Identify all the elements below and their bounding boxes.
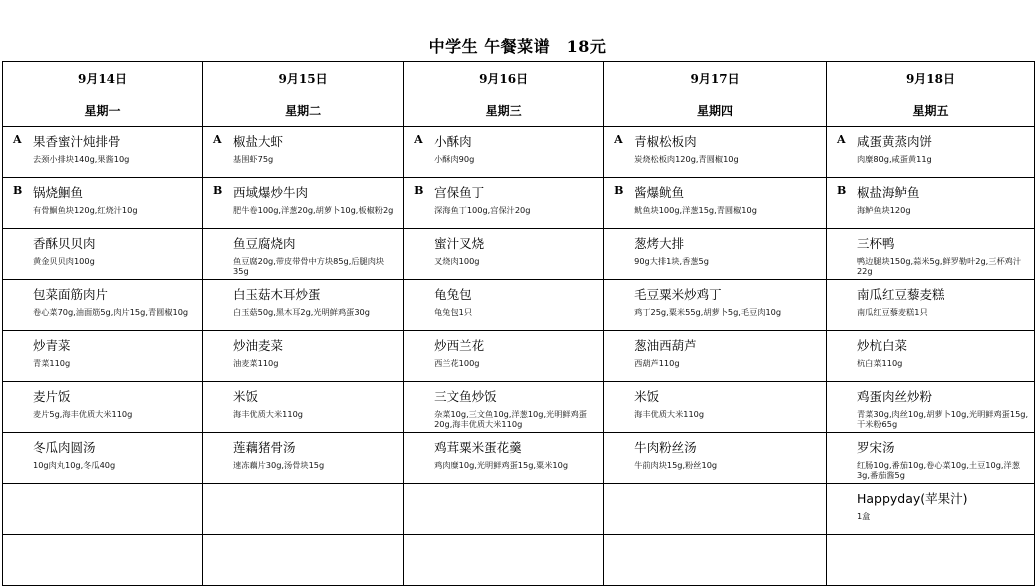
dish-name: 青椒松板肉: [634, 134, 697, 149]
dish-cell: [826, 229, 1034, 280]
dish-ingredients: 速冻藕片30g,汤骨块15g: [233, 460, 325, 470]
dish-cell: [604, 433, 827, 484]
empty-cell: [826, 535, 1034, 586]
dish-option-label: B: [414, 184, 424, 197]
dish-cell: [203, 280, 404, 331]
dish-name: 葱烤大排: [634, 236, 685, 251]
dish-cell: [604, 178, 827, 229]
day-date: 9月16日: [479, 72, 529, 86]
dish-cell: [3, 331, 203, 382]
empty-cell: [404, 535, 604, 586]
dish-ingredients: 西兰花100g: [434, 358, 480, 368]
dish-option-label: A: [836, 133, 846, 146]
dish-cell: [404, 280, 604, 331]
dish-ingredients: 海鲈鱼块120g: [856, 205, 911, 215]
dish-name: 三文鱼炒饭: [434, 389, 497, 404]
day-date: 9月15日: [278, 72, 328, 86]
dish-ingredients: 有骨鮰鱼块120g,红烧汁10g: [33, 205, 138, 215]
dish-ingredients: 杭白菜110g: [856, 358, 903, 368]
menu-row: [3, 484, 1035, 535]
dish-option-label: A: [213, 133, 222, 146]
dish-option-label: A: [13, 133, 22, 146]
day-date: 9月18日: [905, 72, 956, 86]
menu-row: [3, 178, 1035, 229]
dish-ingredients: 牛前肉块15g,粉丝10g: [634, 460, 718, 470]
menu-row: [3, 280, 1035, 331]
dish-name: 三杯鸭: [856, 236, 895, 251]
dish-ingredients: 南瓜红豆藜麦糕1只: [856, 307, 928, 317]
dish-ingredients: 青菜30g,肉丝10g,胡萝卜10g,光明鲜鸡蛋15g,干米粉65g: [856, 409, 1029, 429]
dish-ingredients: 青菜110g: [33, 358, 71, 368]
dish-name: 咸蛋黄蒸肉饼: [856, 134, 932, 149]
dish-option-label: B: [13, 184, 23, 197]
dish-name: 牛肉粉丝汤: [634, 440, 697, 455]
dish-ingredients: 海丰优质大米110g: [634, 409, 705, 419]
dish-cell: [3, 382, 203, 433]
dish-cell: [404, 127, 604, 178]
day-header: [826, 62, 1034, 127]
dish-cell: [604, 229, 827, 280]
dish-name: 炒杭白菜: [856, 338, 907, 353]
dish-cell: [203, 229, 404, 280]
dish-name: 米饭: [233, 389, 259, 404]
dish-name: 酱爆鱿鱼: [634, 185, 685, 200]
menu-row: [3, 127, 1035, 178]
dish-ingredients: 油麦菜110g: [233, 358, 279, 368]
menu-row: [3, 433, 1035, 484]
day-header: [203, 62, 404, 127]
dish-ingredients: 黄金贝贝肉100g: [33, 256, 95, 266]
dish-cell: [404, 178, 604, 229]
dish-cell: [826, 178, 1034, 229]
dish-cell: [203, 433, 404, 484]
dish-cell: [826, 280, 1034, 331]
dish-cell: [3, 433, 203, 484]
dish-ingredients: 麦片5g,海丰优质大米110g: [33, 409, 133, 419]
dish-cell: [203, 331, 404, 382]
dish-cell: [826, 433, 1034, 484]
dish-name: 冬瓜肉圆汤: [33, 440, 96, 455]
dish-option-label: B: [836, 184, 847, 197]
day-header: [3, 62, 203, 127]
menu-row: [3, 382, 1035, 433]
dish-name: 鸡蛋肉丝炒粉: [856, 389, 932, 404]
dish-name: 白玉菇木耳炒蛋: [233, 287, 321, 302]
dish-ingredients: 肥牛卷100g,洋葱20g,胡萝卜10g,板椒粉2g: [233, 205, 394, 215]
dish-cell: [203, 127, 404, 178]
day-date: 9月14日: [77, 72, 128, 86]
dish-cell: [203, 178, 404, 229]
dish-ingredients: 鸡丁25g,粟米55g,胡萝卜5g,毛豆肉10g: [634, 307, 782, 317]
dish-cell: [3, 484, 203, 535]
dish-ingredients: 肉糜80g,咸蛋黄11g: [856, 154, 932, 164]
dish-cell: [203, 382, 404, 433]
dish-ingredients: 鱿鱼块100g,洋葱15g,青圆椒10g: [634, 205, 757, 215]
day-weekday: 星期四: [697, 104, 734, 118]
dish-name: 锅烧鮰鱼: [33, 185, 84, 200]
empty-cell: [604, 535, 827, 586]
dish-cell: [604, 484, 827, 535]
dish-cell: [604, 331, 827, 382]
dish-name: 米饭: [634, 389, 660, 404]
dish-ingredients: 卷心菜70g,油面筋5g,肉片15g,青圆椒10g: [33, 307, 189, 317]
dish-name: 炒西兰花: [434, 338, 485, 353]
dish-name: 麦片饭: [33, 389, 71, 404]
dish-cell: [404, 229, 604, 280]
dish-name: 椒盐海鲈鱼: [856, 185, 920, 200]
dish-cell: [3, 229, 203, 280]
empty-cell: [3, 535, 203, 586]
day-weekday: 星期一: [84, 104, 121, 118]
dish-cell: [826, 484, 1034, 535]
dish-name: 南瓜红豆藜麦糕: [856, 287, 945, 302]
menu-table: [2, 61, 1035, 586]
blank-row: [3, 535, 1035, 586]
dish-ingredients: 鸭边腿块150g,蒜米5g,鲜罗勒叶2g,三杯鸡汁22g: [856, 256, 1022, 276]
dish-cell: [404, 484, 604, 535]
dish-name: 葱油西葫芦: [634, 338, 697, 353]
dish-cell: [404, 433, 604, 484]
dish-ingredients: 海丰优质大米110g: [233, 409, 303, 419]
dish-cell: [3, 178, 203, 229]
dish-name: 鸡茸粟米蛋花羹: [434, 440, 522, 455]
dish-name: 椒盐大虾: [233, 134, 284, 149]
dish-ingredients: 红肠10g,番茄10g,卷心菜10g,土豆10g,洋葱3g,番茄酱5g: [856, 460, 1020, 480]
dish-ingredients: 基围虾75g: [233, 154, 274, 164]
dish-name: 香酥贝贝肉: [33, 236, 96, 251]
dish-ingredients: 去颈小排块140g,果酱10g: [33, 154, 130, 164]
dish-cell: [604, 280, 827, 331]
dish-name: 鱼豆腐烧肉: [233, 236, 296, 251]
empty-cell: [203, 535, 404, 586]
dish-ingredients: 西葫芦110g: [634, 358, 680, 368]
dish-name: 包菜面筋肉片: [33, 287, 109, 302]
dish-ingredients: 90g大排1块,香葱5g: [634, 256, 709, 266]
day-weekday: 星期二: [285, 104, 322, 118]
dish-cell: [826, 382, 1034, 433]
dish-ingredients: 龟兔包1只: [434, 307, 473, 317]
dish-cell: [203, 484, 404, 535]
menu-title: 中学生 午餐菜谱 18元: [428, 37, 607, 56]
dish-name: Happyday(苹果汁): [856, 491, 968, 506]
dish-ingredients: 深海鱼丁100g,宫保汁20g: [434, 205, 531, 215]
day-weekday: 星期五: [912, 104, 949, 118]
dish-cell: [826, 331, 1034, 382]
dish-ingredients: 叉烧肉100g: [434, 256, 480, 266]
menu-row: [3, 331, 1035, 382]
dish-ingredients: 炭烧松板肉120g,青圆椒10g: [634, 154, 739, 164]
dish-cell: [3, 280, 203, 331]
dish-cell: [826, 127, 1034, 178]
dish-ingredients: 白玉菇50g,黑木耳2g,光明鲜鸡蛋30g: [233, 307, 370, 317]
dish-name: 西域爆炒牛肉: [233, 185, 309, 200]
day-date: 9月17日: [690, 72, 740, 86]
dish-option-label: A: [414, 133, 423, 146]
dish-name: 果香蜜汁炖排骨: [33, 134, 121, 149]
dish-name: 小酥肉: [434, 134, 472, 149]
dish-cell: [404, 331, 604, 382]
dish-ingredients: 杂菜10g,三文鱼10g,洋葱10g,光明鲜鸡蛋20g,海丰优质大米110g: [434, 409, 587, 429]
day-header: [404, 62, 604, 127]
dish-name: 毛豆粟米炒鸡丁: [634, 287, 722, 302]
dish-ingredients: 鱼豆腐20g,带皮带骨中方块85g,后腿肉块35g: [233, 256, 385, 276]
dish-name: 炒油麦菜: [233, 338, 284, 353]
dish-cell: [404, 382, 604, 433]
dish-cell: [604, 127, 827, 178]
dish-ingredients: 1盒: [856, 511, 871, 521]
dish-name: 宫保鱼丁: [434, 185, 485, 200]
day-weekday: 星期三: [485, 104, 522, 118]
day-header: [604, 62, 827, 127]
dish-name: 炒青菜: [33, 338, 71, 353]
dish-ingredients: 鸡肉糜10g,光明鲜鸡蛋15g,粟米10g: [434, 460, 569, 470]
dish-option-label: B: [213, 184, 223, 197]
dish-ingredients: 小酥肉90g: [434, 154, 475, 164]
header-row: [3, 62, 1035, 127]
dish-name: 蜜汁叉烧: [434, 236, 485, 251]
dish-cell: [604, 382, 827, 433]
dish-name: 罗宋汤: [856, 440, 895, 455]
dish-name: 龟兔包: [434, 287, 472, 302]
dish-option-label: A: [614, 133, 623, 146]
dish-name: 莲藕猪骨汤: [233, 440, 296, 455]
dish-cell: [3, 127, 203, 178]
dish-ingredients: 10g肉丸10g,冬瓜40g: [33, 460, 116, 470]
dish-option-label: B: [614, 184, 624, 197]
menu-row: [3, 229, 1035, 280]
